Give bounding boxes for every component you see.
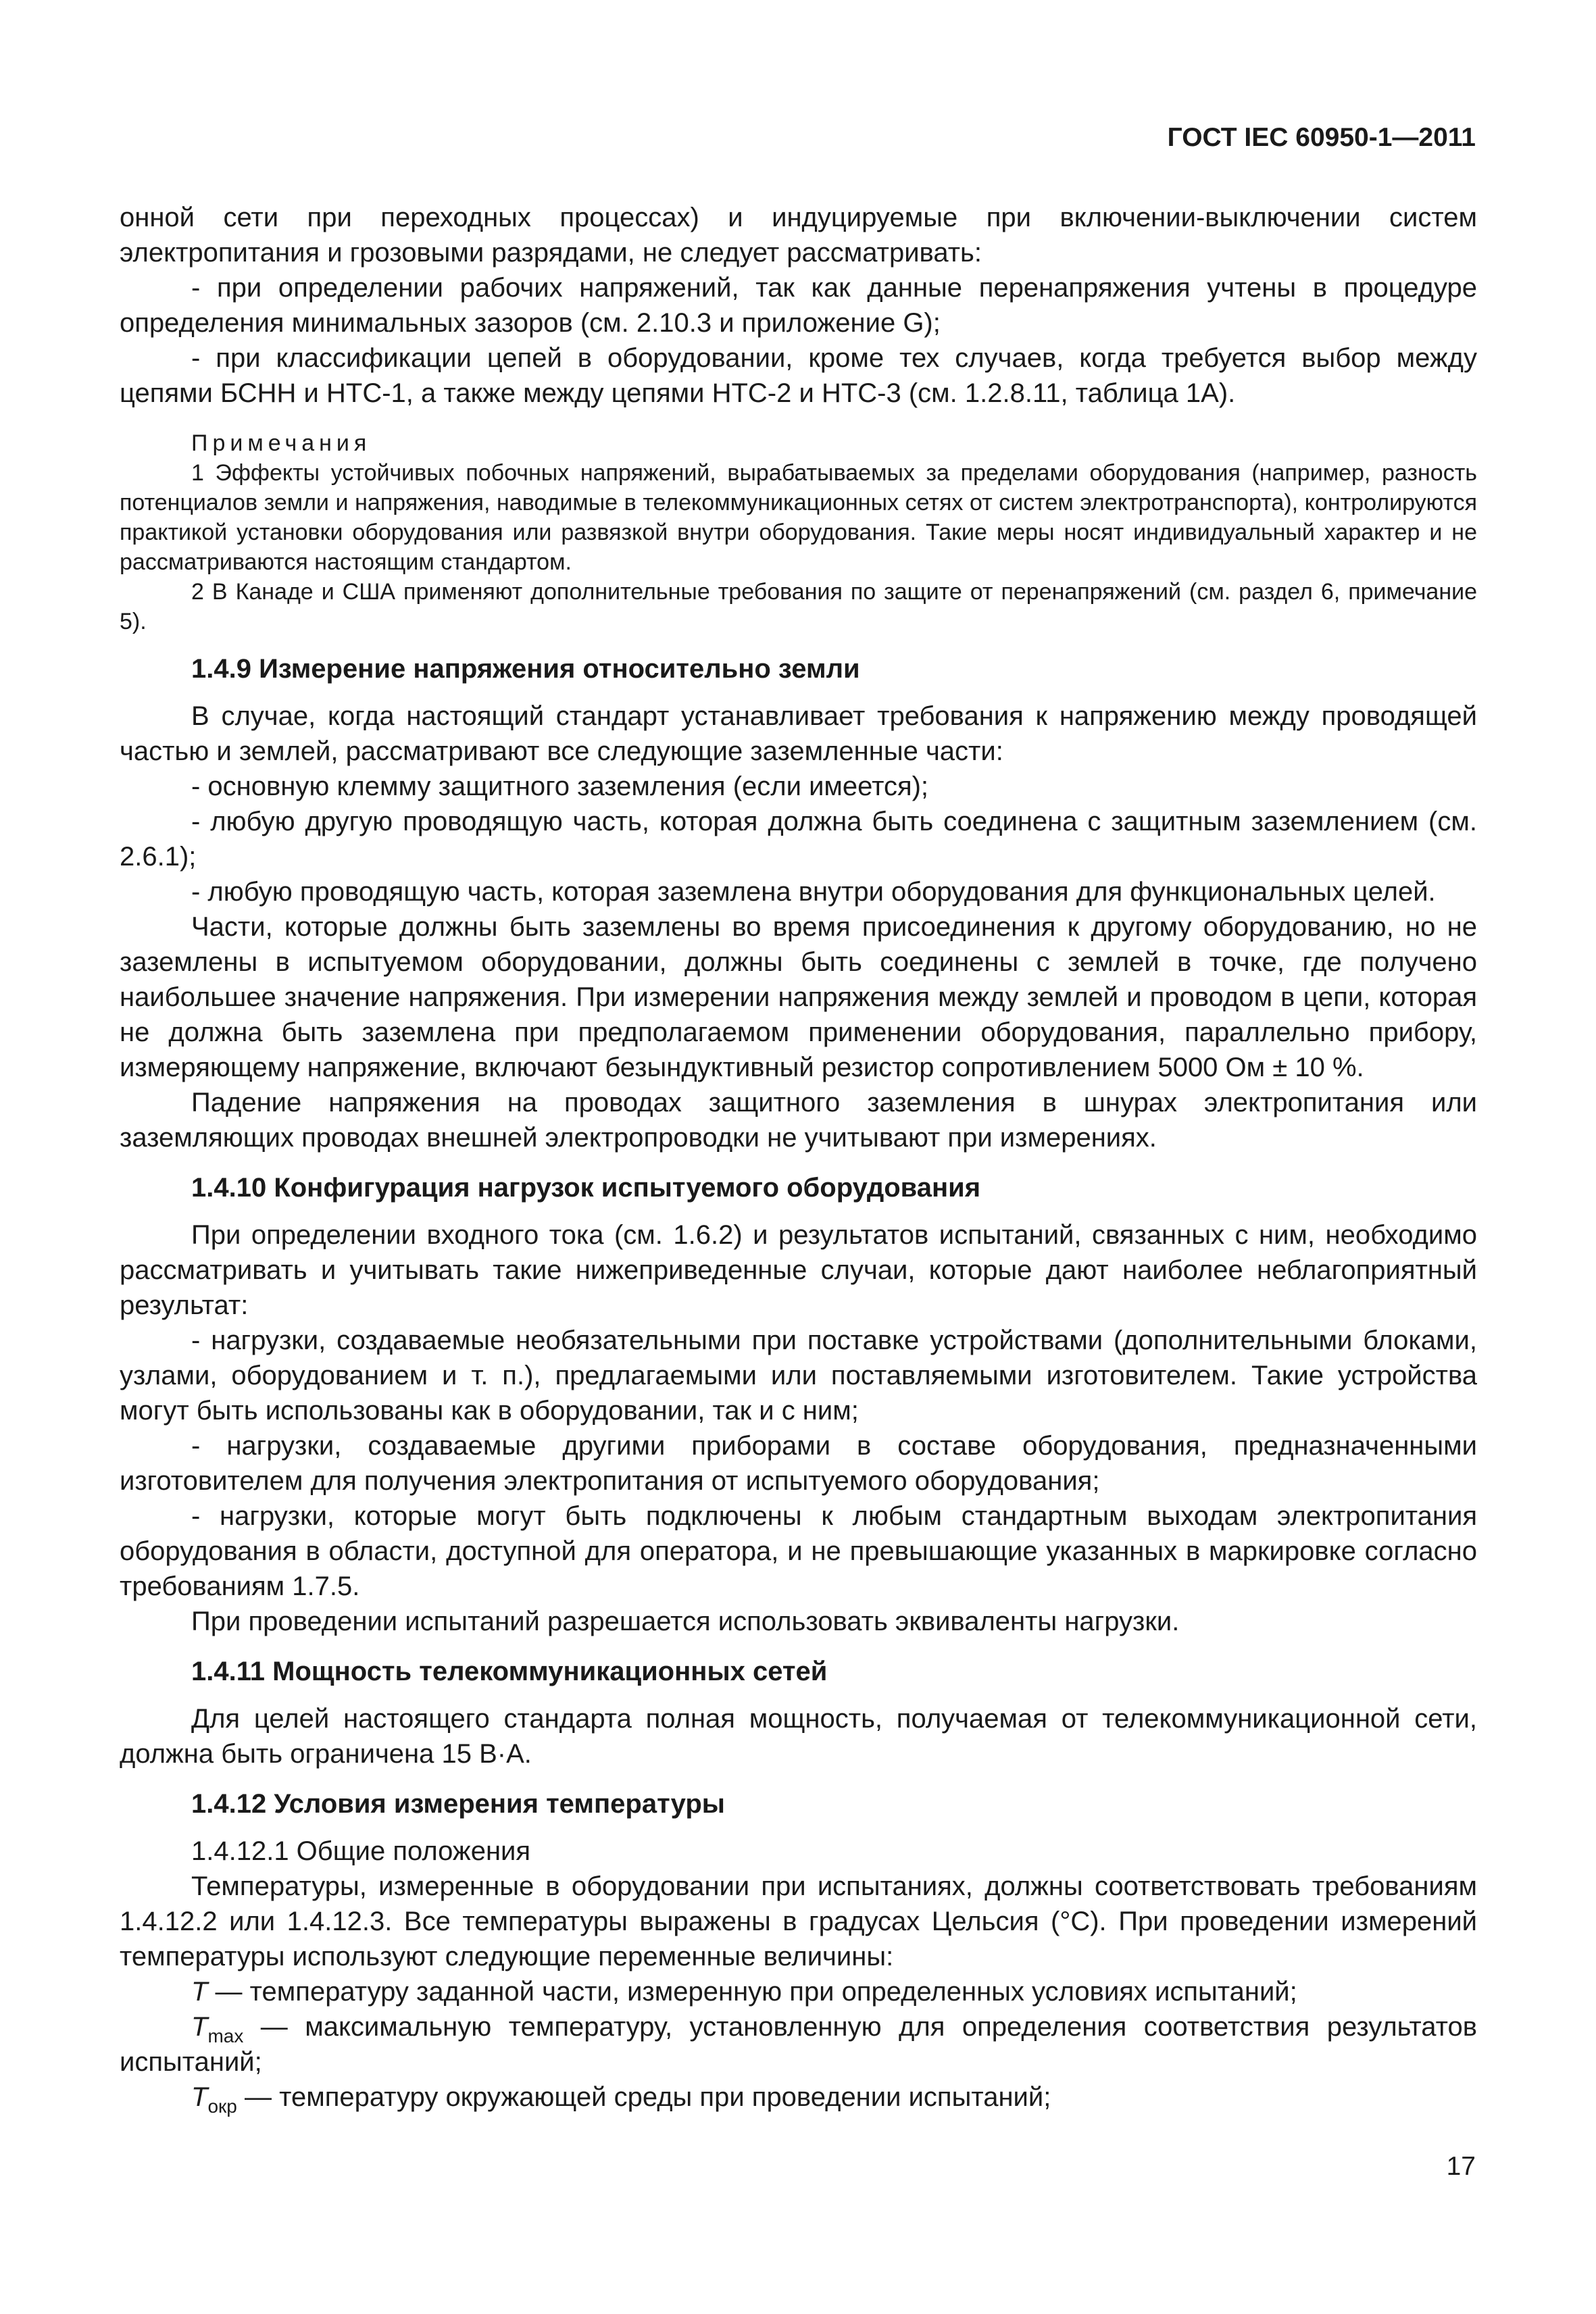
definition-text: — температуру окружающей среды при проведении испытаний; — [236, 2082, 1051, 2112]
list-item: - нагрузки, которые могут быть подключены к любым стандартным выходам электропитания оборудования в области, доступной для оператора, и не превышающие указанных в маркировке согласно требованиям 1.7.5. — [120, 1501, 1477, 1601]
paragraph: В случае, когда настоящий стандарт устанавливает требования к напряжению между проводящей частью и землей, рассматривают все следующие заземленные части: — [120, 701, 1477, 766]
definition-text: — максимальную температуру, установленную для определения соответствия результатов испытаний; — [120, 2012, 1477, 2077]
variable-definition-tmax — [120, 2009, 1477, 2080]
variable-definition-tokr — [120, 2080, 1477, 2115]
paragraph: онной сети при переходных процессах) и индуцируемые при включении-выключении систем электропитания и грозовыми разрядами, не следует рассматривать: — [120, 203, 1477, 268]
notes-block — [120, 428, 1477, 636]
subsection-title: 1.4.12.1 Общие положения — [191, 1836, 531, 1866]
symbol-t: T — [191, 2012, 208, 2042]
section-heading-1-4-10: 1.4.10 Конфигурация нагрузок испытуемого оборудования — [191, 1173, 981, 1203]
symbol-t: T — [191, 2082, 208, 2112]
paragraph: При определении входного тока (см. 1.6.2) и результатов испытаний, связанных с ним, необходимо рассматривать и учитывать такие нижеприведенные случаи, которые дают наиболее неблагоприятный результат: — [120, 1220, 1477, 1320]
paragraph: Падение напряжения на проводах защитного заземления в шнурах электропитания или заземляющих проводах внешней электропроводки не учитывают при измерениях. — [120, 1088, 1477, 1153]
variable-definition-t — [120, 1974, 1477, 2009]
definition-text: — температуру заданной части, измеренную при определенных условиях испытаний; — [207, 1977, 1297, 2007]
section-heading-1-4-11: 1.4.11 Мощность телекоммуникационных сетей — [191, 1657, 828, 1686]
note-2: 2 В Канаде и США применяют дополнительные требования по защите от перенапряжений (см. раздел 6, примечание 5). — [120, 579, 1477, 634]
paragraph: Для целей настоящего стандарта полная мощность, получаемая от телекоммуникационной сети, должна быть ограничена 15 В·А. — [120, 1704, 1477, 1769]
list-item: - основную клемму защитного заземления (если имеется); — [191, 772, 929, 801]
list-item: - нагрузки, создаваемые необязательными при поставке устройствами (дополнительными блоками, узлами, оборудованием и т. п.), предлагаемыми или поставляемыми изготовителем. Такие устройства могут быть использованы как в оборудовании, так и с ним; — [120, 1326, 1477, 1426]
list-item: - при классификации цепей в оборудовании, кроме тех случаев, когда требуется выбор между цепями БСНН и НТС-1, а также между цепями НТС-2 и НТС-3 (см. 1.2.8.11, таблица 1А). — [120, 343, 1477, 408]
list-item: - любую другую проводящую часть, которая должна быть соединена с защитным заземлением (см. 2.6.1); — [120, 807, 1477, 872]
list-item: - при определении рабочих напряжений, так как данные перенапряжения учтены в процедуре определения минимальных зазоров (см. 2.10.3 и приложение G); — [120, 273, 1477, 338]
page-number: 17 — [1446, 2152, 1476, 2181]
paragraph: Части, которые должны быть заземлены во время присоединения к другому оборудованию, но не заземлены в испытуемом оборудовании, должны быть соединены с землей в точке, где получено наибольшее значение напряжения. При измерении напряжения между землей и проводом в цепи, которая не должна быть заземлена при предполагаемом применении оборудования, параллельно прибору, измеряющему напряжение, включают безындуктивный резистор сопротивлением 5000 Ом ± 10 %. — [120, 912, 1477, 1082]
subscript-max: max — [207, 2026, 244, 2046]
list-item: - любую проводящую часть, которая заземлена внутри оборудования для функциональных целей. — [191, 877, 1436, 907]
section-heading-1-4-9: 1.4.9 Измерение напряжения относительно земли — [191, 654, 860, 684]
note-1: 1 Эффекты устойчивых побочных напряжений, вырабатываемых за пределами оборудования (например, разность потенциалов земли и напряжения, наводимые в телекоммуникационных сетях от систем электротранспорта), контролируются практикой установки оборудования или развязкой внутри оборудования. Такие меры носят индивидуальный характер и не рассматриваются настоящим стандартом. — [120, 460, 1477, 575]
notes-title: Примечания — [191, 430, 372, 456]
section-heading-1-4-12: 1.4.12 Условия измерения температуры — [191, 1789, 725, 1819]
standard-id-header: ГОСТ IEC 60950-1—2011 — [1167, 123, 1476, 152]
list-item: - нагрузки, создаваемые другими приборами в составе оборудования, предназначенными изготовителем для получения электропитания от испытуемого оборудования; — [120, 1431, 1477, 1496]
symbol-t: T — [191, 1977, 208, 2007]
paragraph: Температуры, измеренные в оборудовании при испытаниях, должны соответствовать требованиям 1.4.12.2 или 1.4.12.3. Все температуры выражены в градусах Цельсия (°С). При проведении измерений температуры используют следующие переменные величины: — [120, 1871, 1477, 1971]
paragraph: При проведении испытаний разрешается использовать эквиваленты нагрузки. — [191, 1607, 1180, 1636]
subscript-okr: окр — [207, 2096, 237, 2117]
document-body — [120, 200, 1477, 2115]
